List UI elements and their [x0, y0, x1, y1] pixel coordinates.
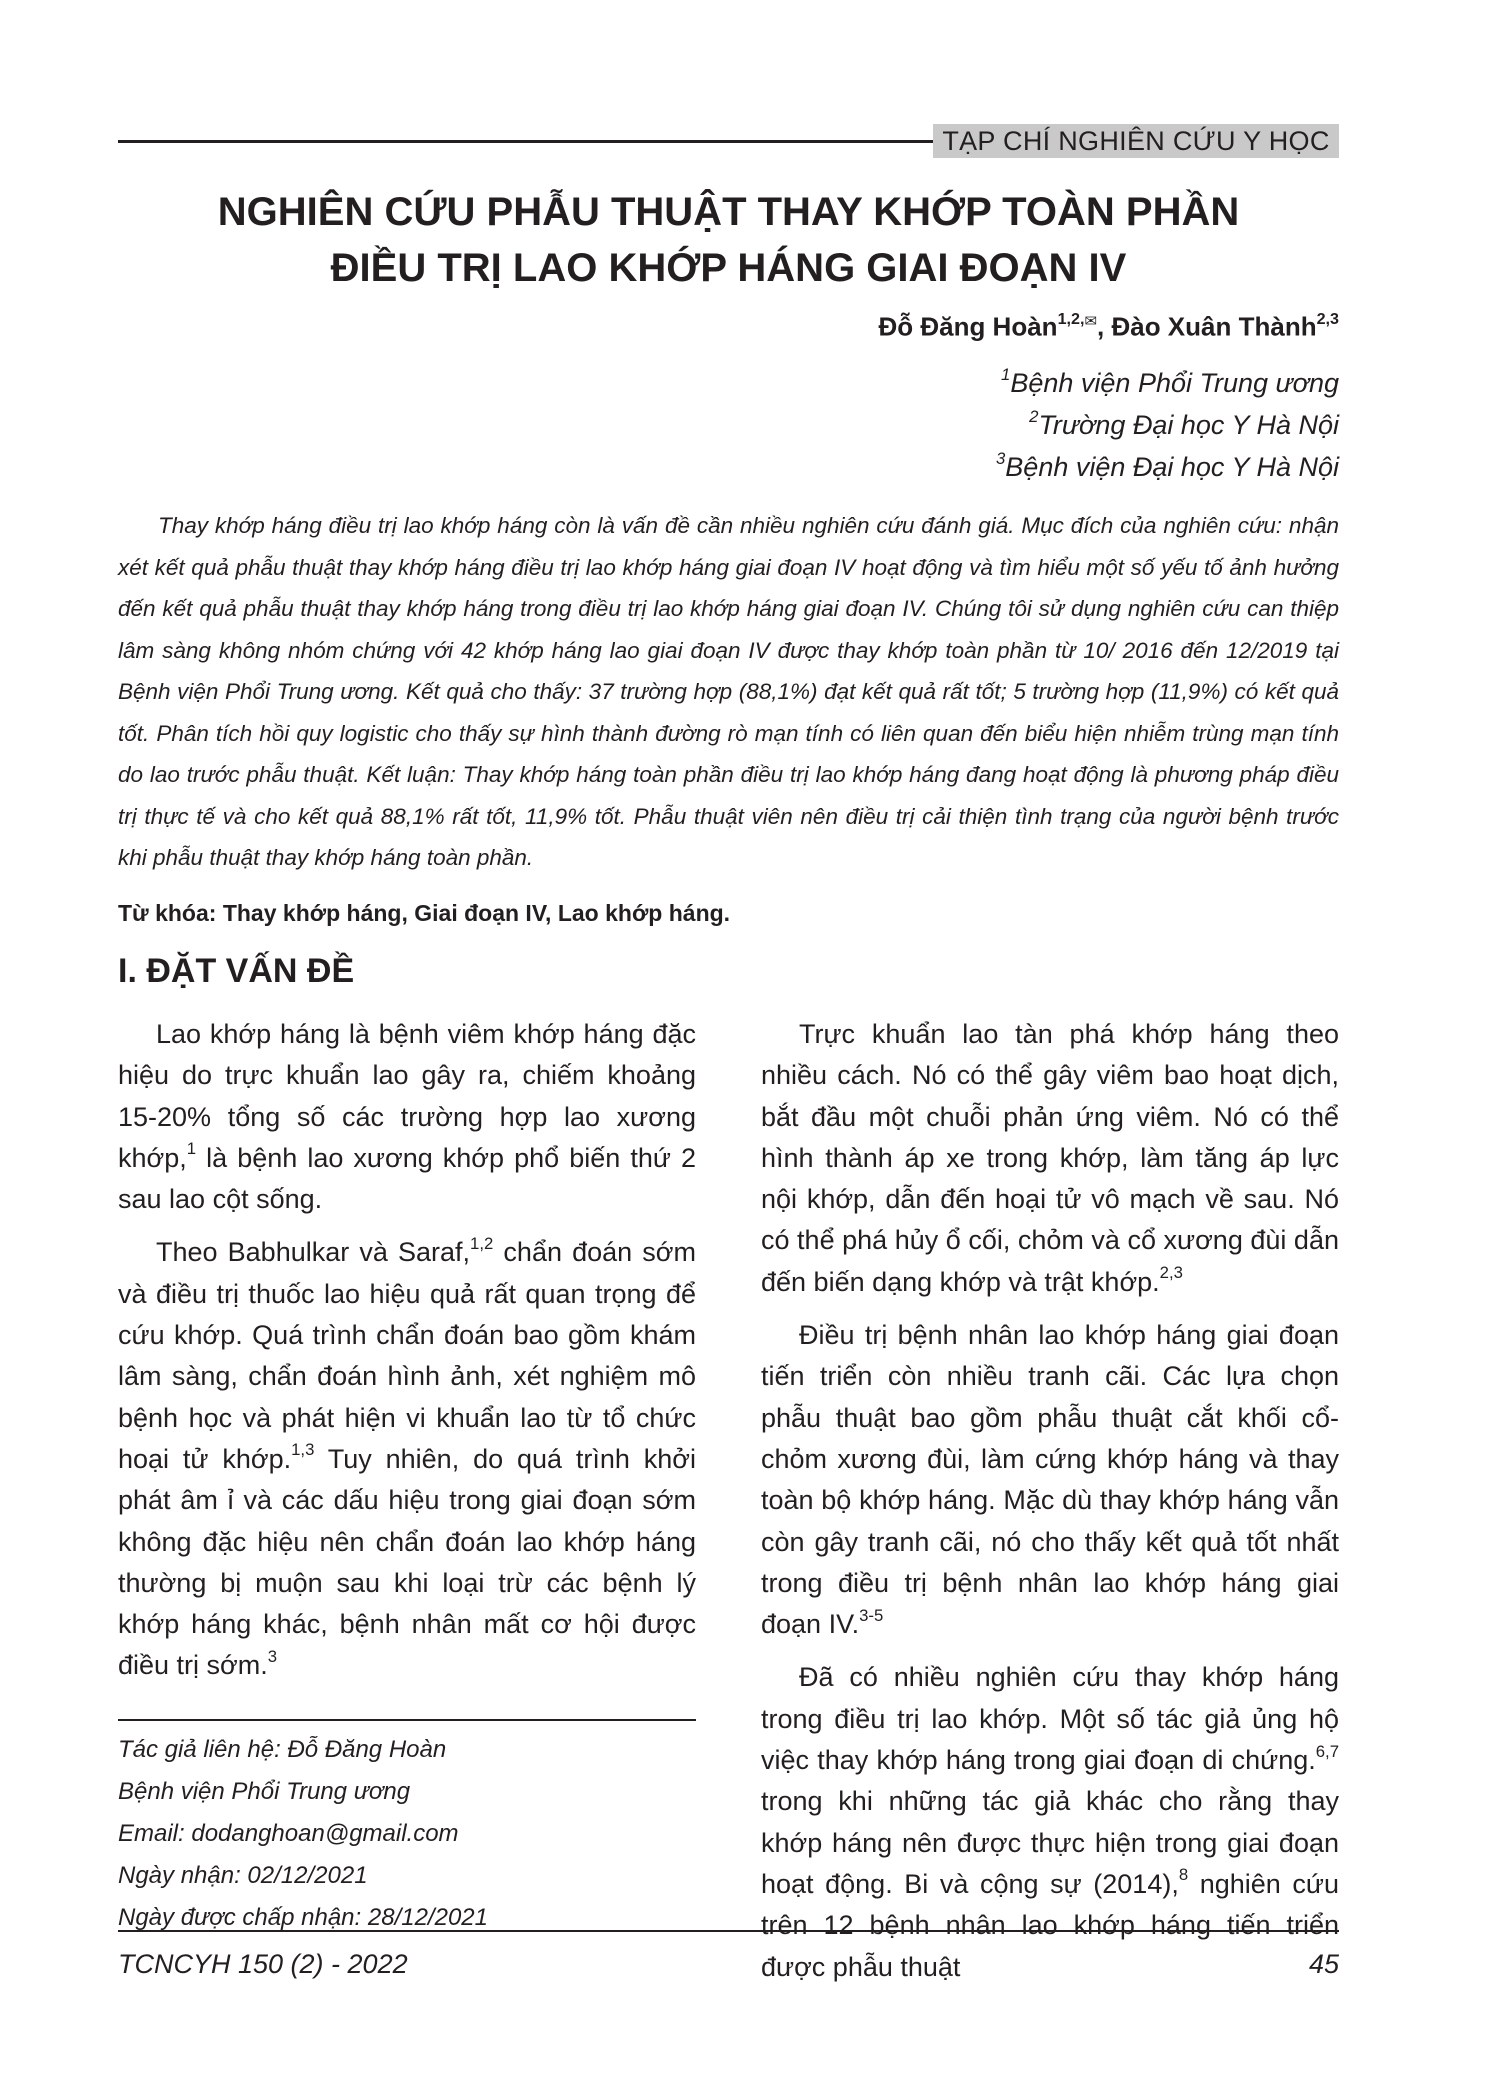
- affiliations: [996, 362, 1339, 488]
- envelope-icon: ✉: [1084, 313, 1098, 330]
- affiliation-2: $^2$Trường Đại học Y Hà Nội: [1029, 406, 1339, 440]
- citation: 8: [1178, 1865, 1189, 1885]
- footnote-rule: [118, 1719, 696, 1721]
- citation: 3-5: [859, 1605, 884, 1625]
- citation: 1,2: [470, 1233, 494, 1253]
- section-heading: I. ĐẶT VẤN ĐỀ: [118, 952, 355, 990]
- footer-rule: [118, 1930, 1339, 1932]
- footnote-email: Email: dodanghoan@gmail.com: [118, 1820, 459, 1847]
- paragraph: Điều trị bệnh nhân lao khớp háng giai đoạn tiến triển còn nhiều tranh cãi. Các lựa chọn phẫu thuật bao gồm phẫu thuật cắt khối cổ-chỏm xương đùi, làm cứng khớp háng và thay toàn bộ khớp háng. Mặc dù thay khớp háng vẫn còn gây tranh cãi, nó cho thấy kết quả tốt nhất trong điều trị bệnh nhân lao khớp háng giai đoạn IV.$^{3-5}$: [761, 1320, 1339, 1640]
- footnote: [118, 1729, 488, 1939]
- author-separator: ,: [1097, 311, 1112, 342]
- citation: 1: [186, 1139, 197, 1159]
- citation: 6,7: [1315, 1741, 1339, 1761]
- author-list: [878, 304, 1339, 345]
- citation: 3: [267, 1646, 278, 1666]
- author-2-name: Đào Xuân Thành: [1111, 311, 1317, 342]
- footnote-contact: Tác giả liên hệ: Đỗ Đăng Hoàn: [118, 1736, 447, 1763]
- paragraph: Lao khớp háng là bệnh viêm khớp háng đặc hiệu do trực khuẩn lao gây ra, chiếm khoảng 15-20% tổng số các trường hợp lao xương khớp,$^1$ là bệnh lao xương khớp phổ biến thứ 2 sau lao cột sống.: [118, 1019, 696, 1215]
- journal-name: TẠP CHÍ NGHIÊN CỨU Y HỌC: [933, 124, 1339, 158]
- title-line-1: NGHIÊN CỨU PHẪU THUẬT THAY KHỚP TOÀN PHẦN: [217, 190, 1240, 234]
- citation: 2,3: [1159, 1263, 1183, 1283]
- footnote-accepted: Ngày được chấp nhận: 28/12/2021: [118, 1904, 488, 1931]
- keywords: Từ khóa: Thay khớp háng, Giai đoạn IV, Lao khớp háng.: [118, 900, 731, 926]
- affiliation-3: $^3$Bệnh viện Đại học Y Hà Nội: [995, 448, 1339, 482]
- footnote-received: Ngày nhận: 02/12/2021: [118, 1862, 368, 1889]
- article-title: [118, 184, 1339, 296]
- author-1-affil: 1,2,: [1057, 309, 1085, 328]
- footnote-org: Bệnh viện Phổi Trung ương: [118, 1778, 411, 1805]
- right-column: [761, 1014, 1339, 2000]
- footer-citation: TCNCYH 150 (2) - 2022: [118, 1949, 408, 1979]
- paragraph: Theo Babhulkar và Saraf,$^{1,2}$ chẩn đoán sớm và điều trị thuốc lao hiệu quả rất quan trọng để cứu khớp. Quá trình chẩn đoán bao gồm khám lâm sàng, chẩn đoán hình ảnh, xét nghiệm mô bệnh học và phát hiện vi khuẩn lao từ tổ chức hoại tử khớp.$^{1,3}$ Tuy nhiên, do quá trình khởi phát âm ỉ và các dấu hiệu trong giai đoạn sớm không đặc hiệu nên chẩn đoán lao khớp háng thường bị muộn sau khi loại trừ các bệnh lý khớp háng khác, bệnh nhân mất cơ hội được điều trị sớm.$^3$: [118, 1233, 696, 1681]
- paragraph: Đã có nhiều nghiên cứu thay khớp háng trong điều trị lao khớp. Một số tác giả ủng hộ việc thay khớp háng trong giai đoạn di chứng.$^{6,7}$ trong khi những tác giả khác cho rằng thay khớp háng nên được thực hiện trong giai đoạn hoạt động. Bi và cộng sự (2014),$^8$ nghiên cứu trên 12 bệnh nhân lao khớp háng tiến triển được phẫu thuật: [761, 1662, 1339, 1982]
- page-number: 45: [1308, 1949, 1339, 1979]
- affiliation-1: $^1$Bệnh viện Phổi Trung ương: [1001, 364, 1339, 398]
- paragraph: Trực khuẩn lao tàn phá khớp háng theo nhiều cách. Nó có thể gây viêm bao hoạt dịch, bắt đầu một chuỗi phản ứng viêm. Nó có thể hình thành áp xe trong khớp, làm tăng áp lực nội khớp, dẫn đến hoại tử vô mạch về sau. Nó có thể phá hủy ổ cối, chỏm và cổ xương đùi dẫn đến biến dạng khớp và trật khớp.$^{2,3}$: [761, 1019, 1339, 1297]
- left-column: [118, 1014, 696, 1699]
- citation: 1,3: [291, 1440, 315, 1460]
- author-1-name: Đỗ Đăng Hoàn: [878, 311, 1058, 342]
- abstract: Thay khớp háng điều trị lao khớp háng còn là vấn đề cần nhiều nghiên cứu đánh giá. Mục đích của nghiên cứu: nhận xét kết quả phẫu thuật thay khớp háng điều trị lao khớp háng giai đoạn IV hoạt động và tìm hiểu một số yếu tố ảnh hưởng đến kết quả phẫu thuật thay khớp háng trong điều trị lao khớp háng giai đoạn IV. Chúng tôi sử dụng nghiên cứu can thiệp lâm sàng không nhóm chứng với 42 khớp háng lao giai đoạn IV được thay khớp toàn phần từ 10/ 2016 đến 12/2019 tại Bệnh viện Phổi Trung ương. Kết quả cho thấy: 37 trường hợp (88,1%) đạt kết quả rất tốt; 5 trường hợp (11,9%) có kết quả tốt. Phân tích hồi quy logistic cho thấy sự hình thành đường rò mạn tính có liên quan đến biểu hiện nhiễm trùng mạn tính do lao trước phẫu thuật. Kết luận: Thay khớp háng toàn phần điều trị lao khớp háng đang hoạt động là phương pháp điều trị thực tế và cho kết quả 88,1% rất tốt, 11,9% tốt. Phẫu thuật viên nên điều trị cải thiện tình trạng của người bệnh trước khi phẫu thuật thay khớp háng toàn phần.: [118, 513, 1339, 870]
- header-rule: [118, 140, 933, 143]
- author-2-affil: 2,3: [1316, 309, 1339, 328]
- title-line-2: ĐIỀU TRỊ LAO KHỚP HÁNG GIAI ĐOẠN IV: [330, 246, 1127, 290]
